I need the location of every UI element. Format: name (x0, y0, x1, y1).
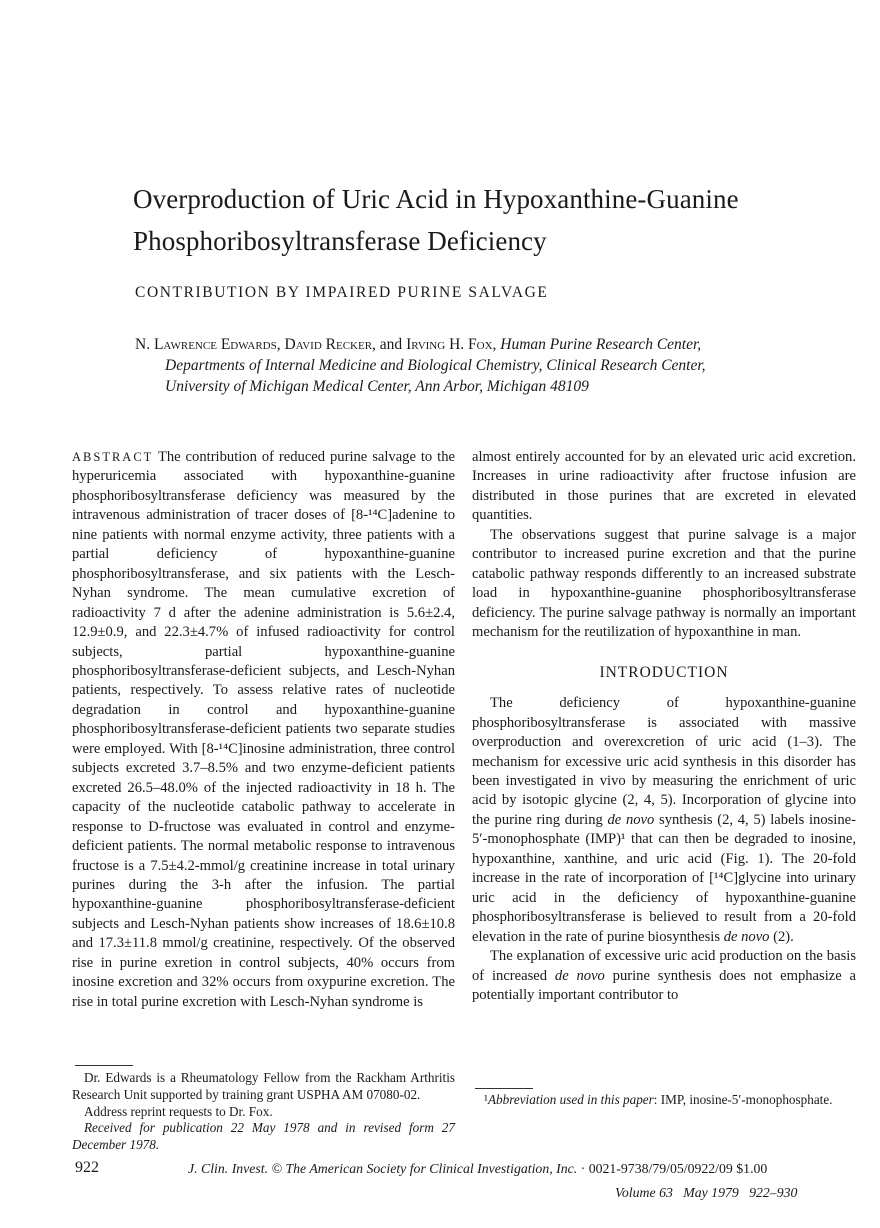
footer-separator: · (580, 1161, 586, 1176)
footer-volume: Volume 63 May 1979 922–930 (615, 1185, 798, 1200)
abstract-paragraph-1: ABSTRACT The contribution of reduced purine salvage to the hyperuricemia associated with hypoxanthine-guanine phosphoribosyltransferase deficiency was measured by the intravenous administration of tracer doses of [8-¹⁴C]adenine to nine patients with normal enzyme activity, three patients with a partial deficiency of hypoxanthine-guanine phosphoribosyltransferase, and six patients with the Lesch-Nyhan syndrome. The mean cumulative excretion of radioactivity 7 d after the adenine administration is 5.6±2.4, 12.9±0.9, and 22.3±4.7% of infused radioactivity for control subjects, partial hypoxanthine-guanine phosphoribosyltransferase-deficient subjects, and Lesch-Nyhan patients, respectively. To assess relative rates of nucleotide degradation in control and hypoxanthine-guanine phosphoribosyltransferase-deficient patients two separate studies were employed. With [8-¹⁴C]inosine administration, three control subjects excreted 3.7–8.5% and two enzyme-deficient patients excreted 26.5–48.0% of the injected radioactivity in 18 h. The capacity of the nucleotide catabolic pathway to accelerate in response to D-fructose was evaluated in control and enzyme-deficient patients. The normal metabolic response to intravenous fructose is a 7.5±4.2-mmol/g creatinine increase in total urinary purines during the 3-h after the infusion. The partial hypoxanthine-guanine phosphoribosyltransferase-deficient subjects and Lesch-Nyhan patients show increases of 18.6±10.8 and 17.3±11.8 mmol/g creatinine, respectively. Of the observed rise in purine exretion in control subjects, 40% occurs from inosine excretion and 32% occurs from oxypurine excretion. The rise in total purine excretion with Lesch-Nyhan syndrome is (72, 449, 455, 1010)
author-affiliation-line (135, 334, 755, 397)
affiliation: Human Purine Research Center, Departments of Internal Medicine and Biological Chemistry, Clinical Research Center, University of Michigan Medical Center, Ann Arbor, Michigan 48109 (165, 336, 706, 395)
abstract-paragraph-1-continued: almost entirely accounted for by an elevated uric acid excretion. Increases in urine radioactivity after fructose infusion are distributed in those purines that are excreted in elevated quantities. (472, 449, 856, 524)
footnote-abbreviation: ¹Abbreviation used in this paper: IMP, inosine-5′-monophosphate. (484, 1092, 833, 1107)
abstract-paragraph-2: The observations suggest that purine salvage is a major contributor to increased purine excretion and that the purine catabolic pathway responds differently to an increased substrate load in hypoxanthine-guanine phosphoribosyltransferase deficiency. The purine salvage pathway is normally an important mechanism for the reutilization of hypoxanthine in man. (472, 527, 856, 641)
abstract-continuation-spacer (472, 448, 856, 526)
article-subtitle: CONTRIBUTION BY IMPAIRED PURINE SALVAGE (135, 284, 549, 301)
introduction-paragraph-2: The explanation of excessive uric acid production on the basis of increased de novo purine synthesis does not emphasize a potentially important contributor to (472, 948, 857, 1003)
left-column (72, 448, 455, 1012)
article-code: 0021-9738/79/05/0922/09 (588, 1161, 733, 1176)
footnote-rule-right (475, 1088, 533, 1089)
journal-citation: J. Clin. Invest. © The American Society for Clinical Investigation, Inc. (188, 1161, 578, 1176)
introduction-paragraph-1: The deficiency of hypoxanthine-guanine phosphoribosyltransferase is associated with massive overproduction and overexcretion of uric acid (1–3). The mechanism for excessive uric acid synthesis in this disorder has been investigated in vivo by measuring the enrichment of uric acid by isotopic glycine (2, 4, 5). Incorporation of glycine into the purine ring during de novo synthesis (2, 4, 5) labels inosine-5′-monophosphate (IMP)¹ that can then be degraded to inosine, hypoxanthine, xanthine, and uric acid (Fig. 1). The 20-fold increase in the rate of incorporation of [¹⁴C]glycine into urinary uric acid in the deficiency of hypoxanthine-guanine phosphoribosyltransferase is believed to result from a 20-fold elevation in the rate of purine biosynthesis de novo (2). (472, 695, 856, 945)
right-column (472, 448, 856, 526)
footnote-rule-left (75, 1065, 133, 1066)
page-number: 922 (75, 1159, 99, 1176)
footnote-received: Received for publication 22 May 1978 and in revised form 27 December 1978. (72, 1120, 455, 1153)
abstract-label: ABSTRACT (72, 450, 154, 464)
author-names: N. Lawrence Edwards, David Recker, and Irving H. Fox, (135, 336, 501, 353)
article-title: Overproduction of Uric Acid in Hypoxanthine-Guanine Phosphoribosyltransferase Deficiency (133, 184, 739, 256)
introduction-heading: INTRODUCTION (599, 663, 729, 681)
footnotes-left (72, 1070, 455, 1154)
author-block (135, 334, 755, 397)
footnote-fellow: Dr. Edwards is a Rheumatology Fellow from the Rackham Arthritis Research Unit supported by training grant USPHA AM 07080-02. (72, 1070, 455, 1102)
right-column-text (472, 526, 856, 1005)
footnote-right (472, 1092, 856, 1109)
footnote-reprint: Address reprint requests to Dr. Fox. (84, 1103, 273, 1119)
footer-journal-line (188, 1161, 858, 1177)
article-price: $1.00 (736, 1161, 768, 1176)
